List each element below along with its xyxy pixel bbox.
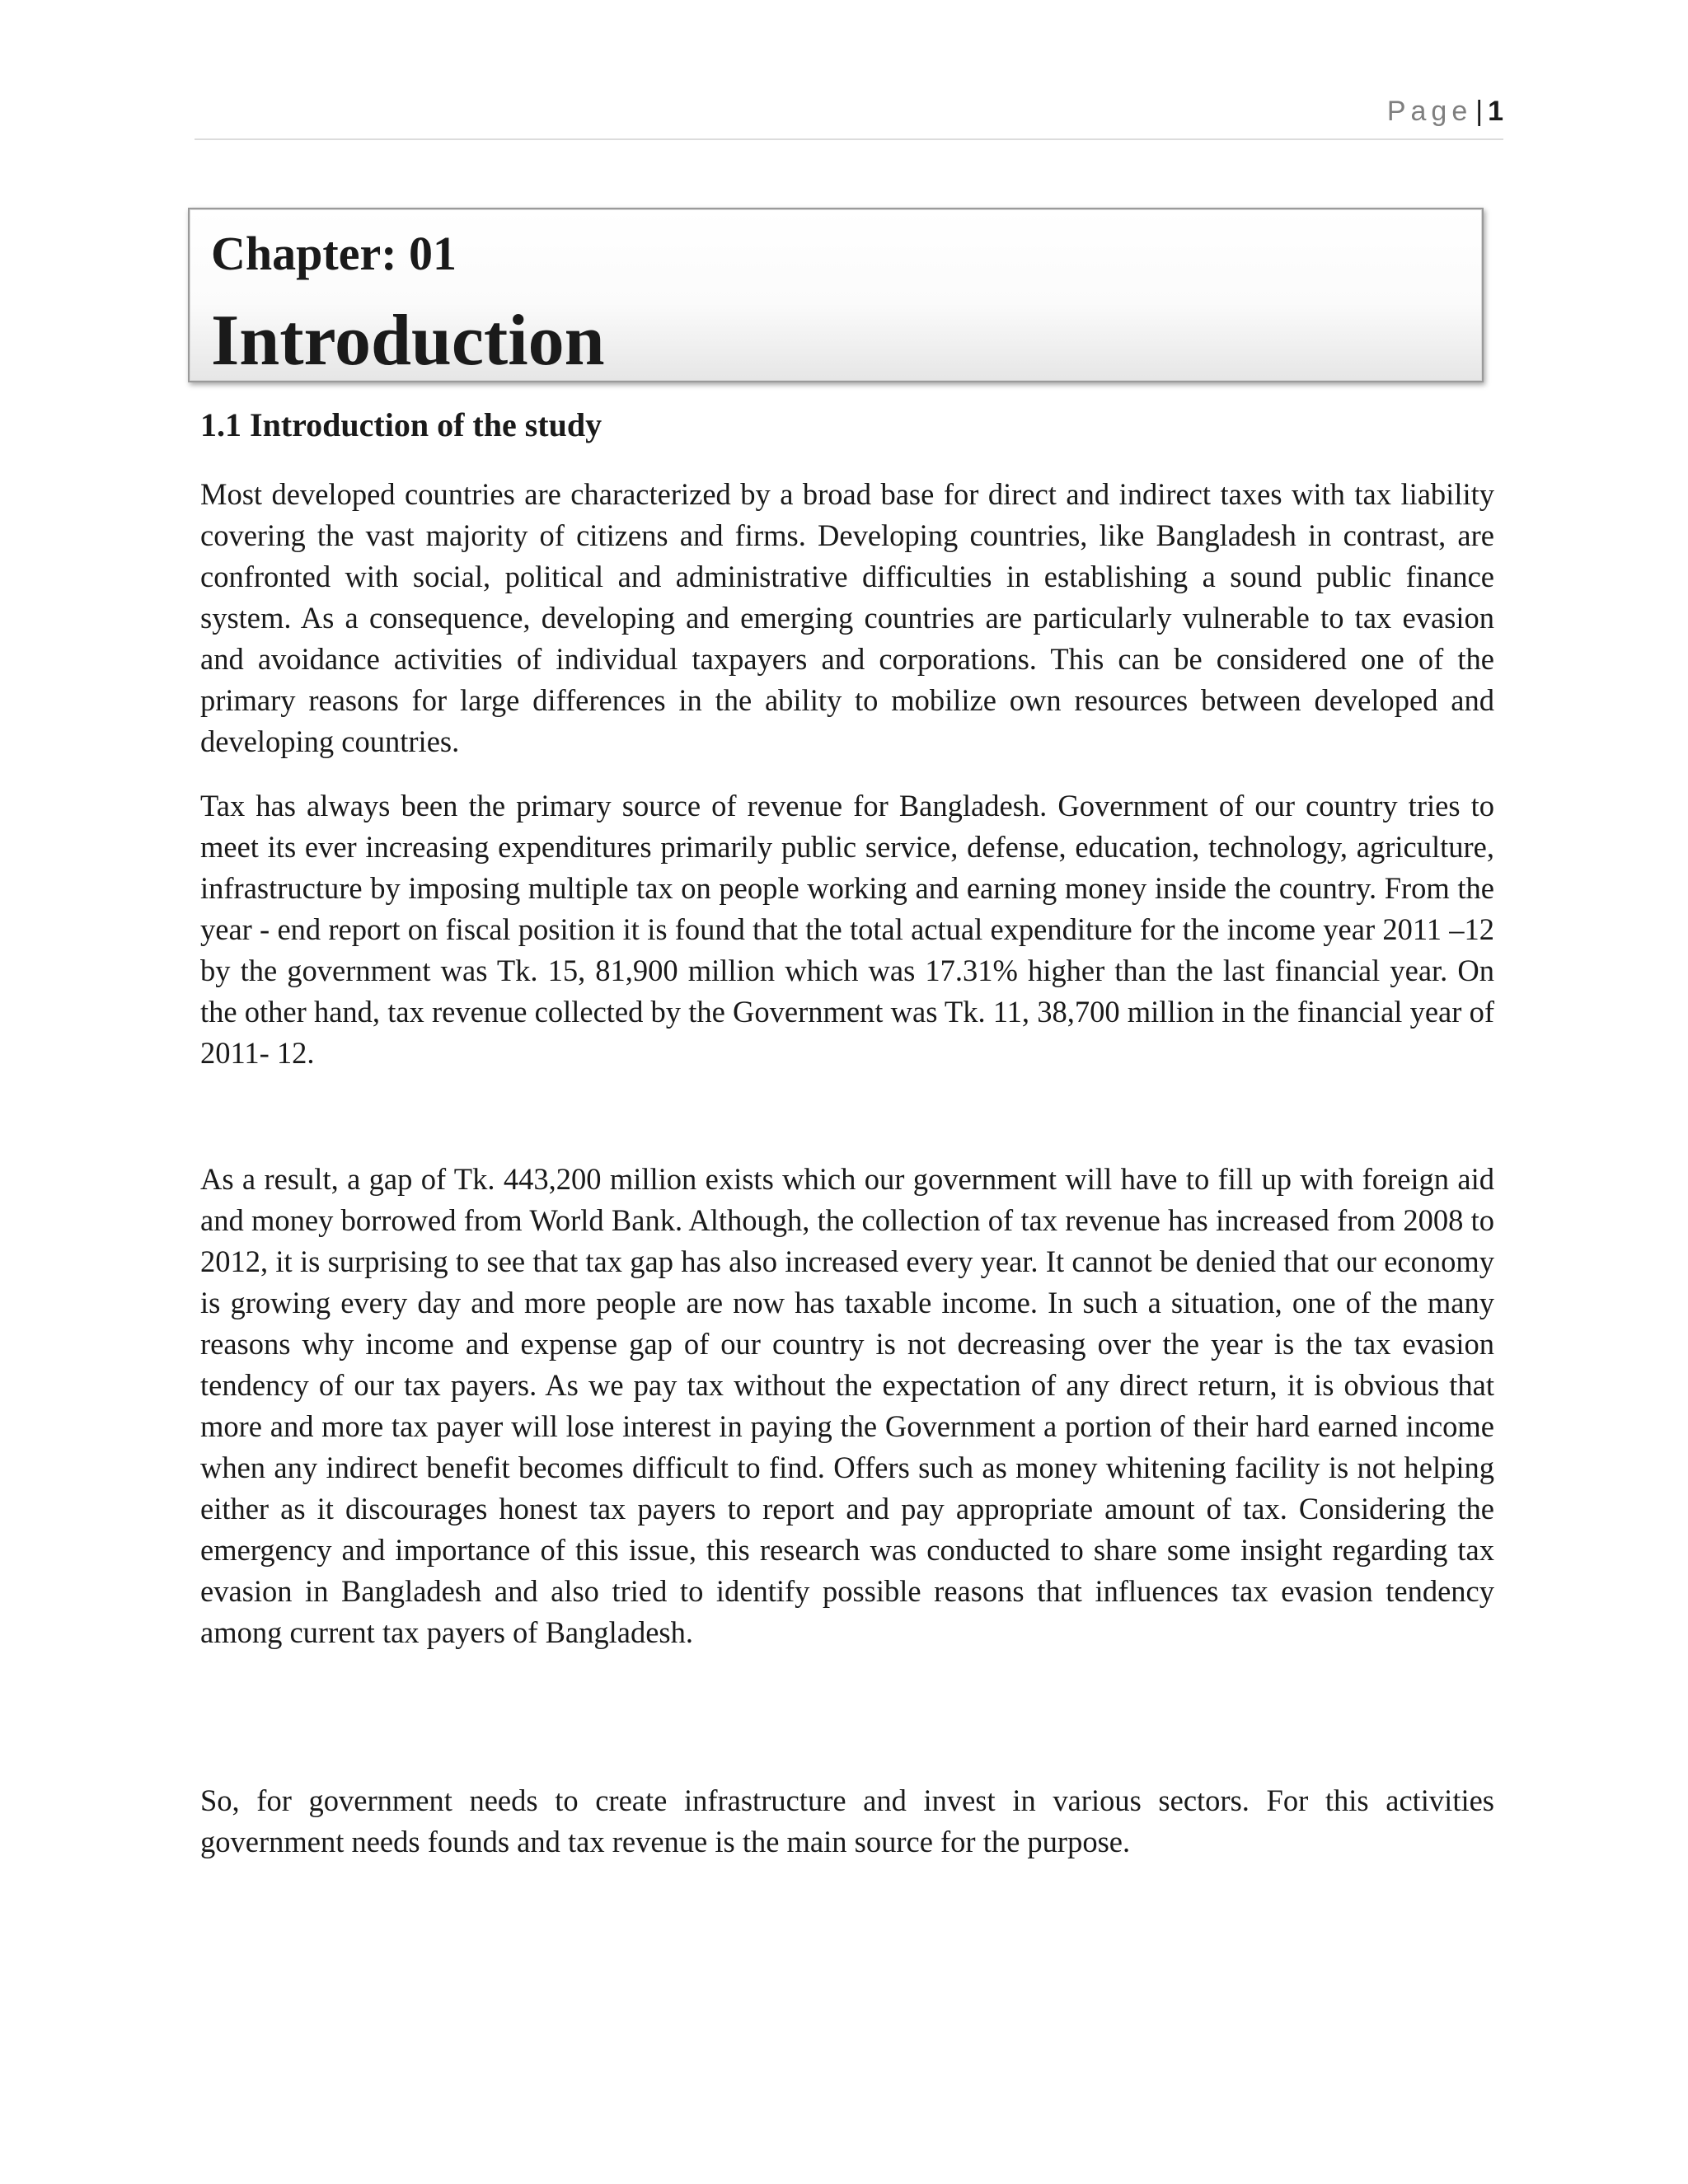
page-number	[1387, 96, 1503, 128]
paragraph-4: So, for government needs to create infrastructure and invest in various sectors. For this activities government needs founds and tax revenue is the main source for the purpose.	[200, 1783, 1494, 1858]
page-separator: |	[1475, 96, 1484, 127]
chapter-title-box	[188, 208, 1484, 382]
section-heading: 1.1 Introduction of the study	[200, 406, 603, 443]
paragraph-3: As a result, a gap of Tk. 443,200 million exists which our government will have to fill up with foreign aid and money borrowed from World Bank. Although, the collection of tax revenue has increased from 2008 to 2012, it is surprising to see that tax gap has also increased every year. It cannot be denied that our economy is growing every day and more people are now has taxable income. In such a situation, one of the many reasons why income and expense gap of our country is not decreasing over the year is the tax evasion tendency of our tax payers. As we pay tax without the expectation of any direct return, it is obvious that more and more tax payer will lose interest in paying the Government a portion of their hard earned income when any indirect benefit becomes difficult to find. Offers such as money whitening facility is not helping either as it discourages honest tax payers to report and pay appropriate amount of tax. Considering the emergency and importance of this issue, this research was conducted to share some insight regarding tax evasion in Bangladesh and also tried to identify possible reasons that influences tax evasion tendency among current tax payers of Bangladesh.	[200, 1162, 1494, 1649]
page-number-value: 1	[1488, 96, 1503, 127]
chapter-title: Introduction	[211, 301, 605, 381]
page-label: Page	[1386, 96, 1473, 127]
paragraph-2: Tax has always been the primary source of revenue for Bangladesh. Government of our country tries to meet its ever increasing expenditures primarily public service, defense, education, technology, agriculture, infrastructure by imposing multiple tax on people working and earning money inside the country. From the year - end report on fiscal position it is found that the total actual expenditure for the income year 2011 –12 by the government was Tk. 15, 81,900 million which was 17.31% higher than the last financial year. On the other hand, tax revenue collected by the Government was Tk. 11, 38,700 million in the financial year of 2011- 12.	[200, 789, 1494, 1070]
page-header	[195, 96, 1503, 140]
paragraph-1: Most developed countries are characterized by a broad base for direct and indirect taxes with tax liability covering the vast majority of citizens and firms. Developing countries, like Bangladesh in contrast, are confronted with social, political and administrative difficulties in establishing a sound public finance system. As a consequence, developing and emerging countries are particularly vulnerable to tax evasion and avoidance activities of individual taxpayers and corporations. This can be considered one of the primary reasons for large differences in the ability to mobilize own resources between developed and developing countries.	[200, 477, 1494, 758]
chapter-label: Chapter: 01	[211, 227, 457, 280]
